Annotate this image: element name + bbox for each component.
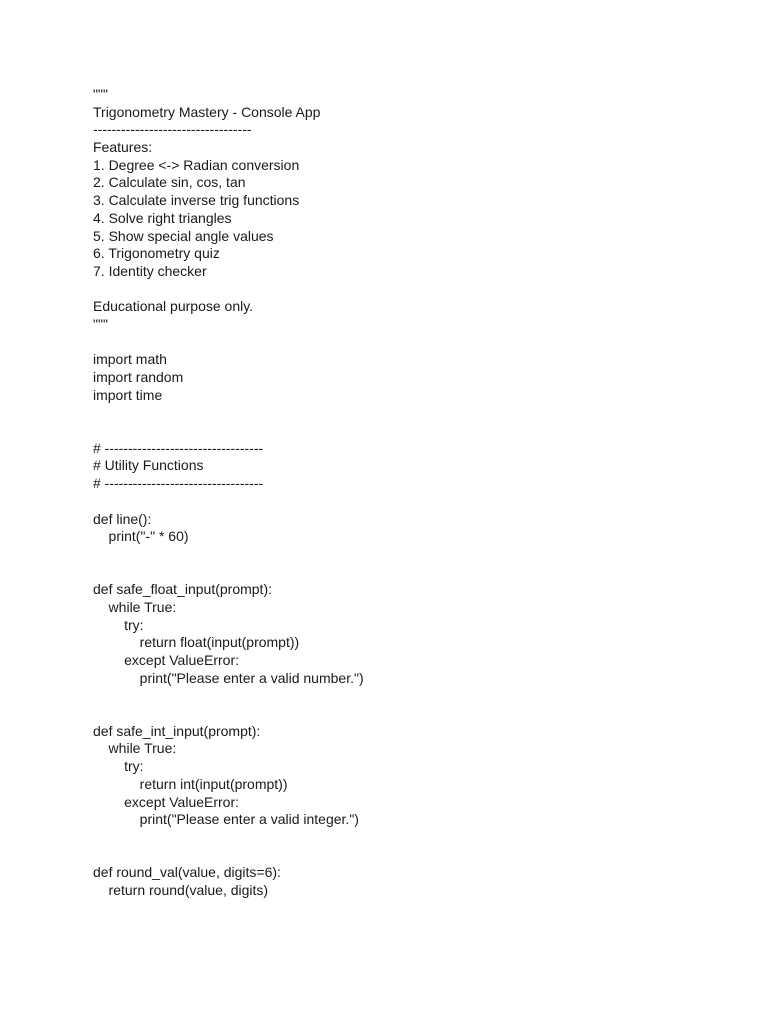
code-line: Trigonometry Mastery - Console App <box>93 103 321 120</box>
code-line: 3. Calculate inverse trig functions <box>93 192 300 209</box>
code-line <box>93 847 733 865</box>
code-line: except ValueError: <box>93 652 240 668</box>
code-line: def safe_int_input(prompt): <box>93 722 261 739</box>
code-line: # ---------------------------------- <box>93 439 264 456</box>
code-line <box>93 546 733 564</box>
code-line: """ <box>93 86 108 102</box>
code-line: except ValueError: <box>93 793 240 810</box>
code-line <box>93 281 733 299</box>
code-line: try: <box>93 616 144 633</box>
code-line: 5. Show special angle values <box>93 227 274 244</box>
code-line: def line(): <box>93 510 152 527</box>
code-line: import random <box>93 369 184 385</box>
code-line <box>93 422 733 440</box>
code-line: import time <box>93 386 163 403</box>
code-line: print("Please enter a valid integer.") <box>93 811 359 828</box>
code-line <box>93 564 733 582</box>
code-line: 4. Solve right triangles <box>93 209 232 226</box>
code-line: Features: <box>93 139 153 156</box>
code-line: # ---------------------------------- <box>93 475 264 492</box>
code-line <box>93 687 733 705</box>
code-line <box>93 493 733 511</box>
code-line: # Utility Functions <box>93 457 204 474</box>
code-line: def round_val(value, digits=6): <box>93 864 281 881</box>
code-line: 2. Calculate sin, cos, tan <box>93 174 246 191</box>
code-line: return round(value, digits) <box>93 881 269 898</box>
code-line: ---------------------------------- <box>93 121 252 138</box>
code-line: print("Please enter a valid number.") <box>93 669 364 686</box>
code-line: import math <box>93 351 167 368</box>
code-line: """ <box>93 315 108 332</box>
code-line: return int(input(prompt)) <box>93 775 288 792</box>
code-line <box>93 829 733 847</box>
code-line: 1. Degree <-> Radian conversion <box>93 156 300 173</box>
code-line: 6. Trigonometry quiz <box>93 245 220 262</box>
code-line: print("-" * 60) <box>93 528 189 545</box>
code-line <box>93 404 733 422</box>
code-line: while True: <box>93 740 177 757</box>
code-line <box>93 334 733 352</box>
code-line: def safe_float_input(prompt): <box>93 581 272 598</box>
code-line: return float(input(prompt)) <box>93 634 300 651</box>
code-listing <box>93 86 733 900</box>
code-line: while True: <box>93 598 177 615</box>
code-line: 7. Identity checker <box>93 262 207 279</box>
code-line: Educational purpose only. <box>93 298 254 315</box>
code-line <box>93 705 733 723</box>
code-line: try: <box>93 758 144 775</box>
